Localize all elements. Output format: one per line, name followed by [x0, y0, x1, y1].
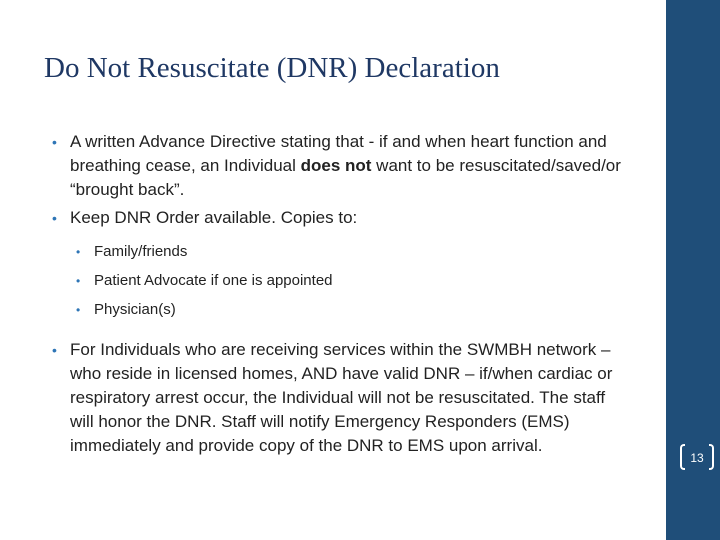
sub-bullet-text: Patient Advocate if one is appointed — [94, 272, 333, 289]
slide-title: Do Not Resuscitate (DNR) Declaration — [44, 52, 500, 84]
bullet-text-pre: A written Advance Directive stating that - if and when heart function and breathing cease, an Individual — [70, 132, 607, 175]
right-bracket-icon — [709, 444, 714, 470]
sub-bullet-text: Physician(s) — [94, 301, 176, 318]
page-number-text: 13 — [690, 451, 704, 465]
bullet-dot-icon: • — [52, 134, 57, 150]
sub-bullet-text: Family/friends — [94, 243, 188, 260]
bullet-swmbh-individuals — [52, 338, 627, 458]
slide-body — [52, 130, 627, 458]
sub-bullet-dot-icon: • — [76, 245, 81, 259]
bullet-advance-directive — [52, 130, 627, 202]
bullet-text-bold: does not — [300, 156, 372, 175]
sub-bullet-dot-icon: • — [76, 274, 81, 288]
left-bracket-icon — [680, 444, 685, 470]
page-number — [680, 444, 714, 472]
sub-bullet-advocate — [52, 271, 627, 291]
bullet-text-post: want to be resuscitated/saved/or “brought back”. — [70, 156, 621, 199]
bullet-dot-icon: • — [52, 210, 57, 226]
sub-bullet-dot-icon: • — [76, 303, 81, 317]
bullet-text: Keep DNR Order available. Copies to: — [70, 208, 358, 227]
bullet-text: For Individuals who are receiving services within the SWMBH network – who reside in licensed homes, AND have valid DNR – if/when cardiac or respiratory arrest occur, the Individual will not be resuscitated. The staff will honor the DNR. Staff will notify Emergency Responders (EMS) immediately and provide copy of the DNR to EMS upon arrival. — [70, 340, 613, 455]
sub-bullet-family — [52, 242, 627, 262]
bullet-keep-dnr — [52, 206, 627, 230]
sub-bullet-physician — [52, 300, 627, 320]
bullet-dot-icon: • — [52, 342, 57, 358]
